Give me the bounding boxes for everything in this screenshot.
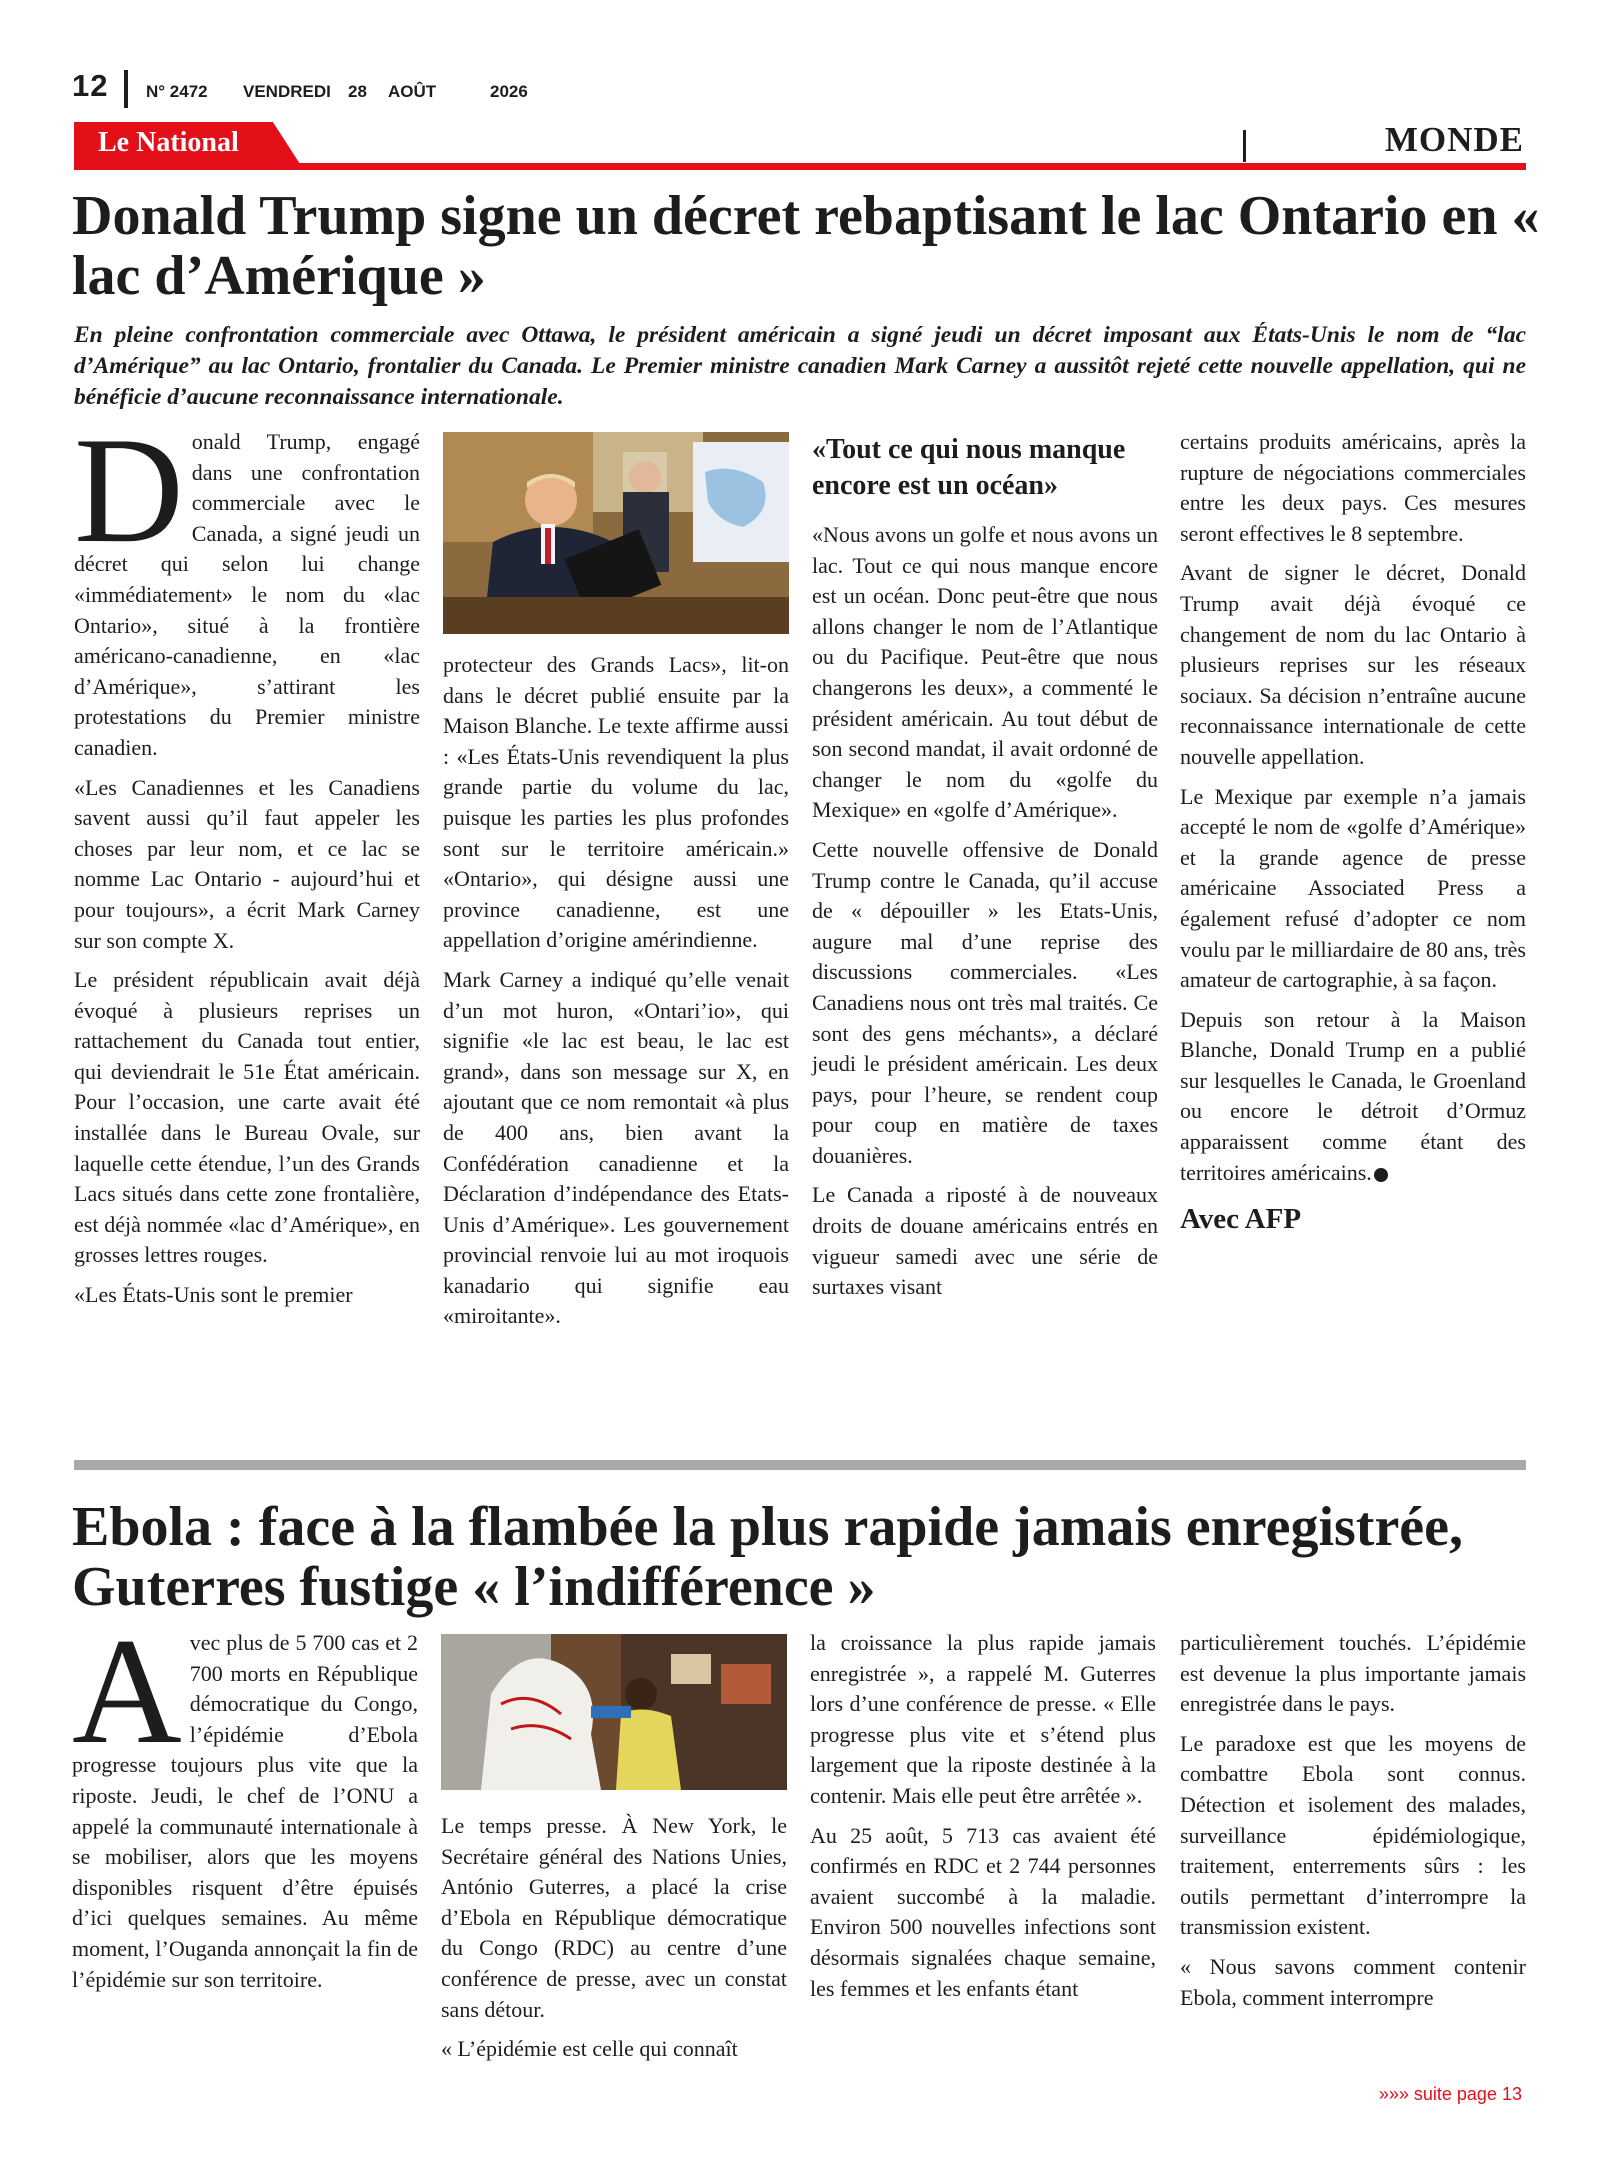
paragraph: «Les Canadiennes et les Canadiens savent aussi qu’il faut appeler les choses par leur nom, et ce lac se nomme Lac Ontario - aujourd’hui et pour toujours», a écrit Mark Carney sur son compte X.: [74, 774, 420, 953]
paragraph: la croissance la plus rapide jamais enregistrée », a rappelé M. Guterres lors d’une conférence de presse. « Elle progresse plus vite et s’étend plus largement que la riposte destinée à la contenir. Mais elle peut être arrêtée ».: [810, 1630, 1156, 1808]
article1-column-2: [443, 650, 789, 1341]
paragraph: «Les États-Unis sont le premier: [74, 1282, 353, 1308]
article1-photo: [443, 432, 789, 634]
paragraph: certains produits américains, après la rupture de négociations commerciales entre les deux pays. Ces mesures seront effectives le 8 septembre.: [1180, 429, 1526, 546]
paragraph: particulièrement touchés. L’épidémie est devenue la plus importante jamais enregistrée dans le pays.: [1180, 1630, 1526, 1717]
paragraph: vec plus de 5 700 cas et 2 700 morts en République démocratique du Congo, l’épidémie d’Ebola progresse toujours plus vite que la riposte. Jeudi, le chef de l’ONU a appelé la communauté internationale à se mobiliser, alors que les moyens disponibles risquent d’être épuisés d’ici quelques semaines. Au même moment, l’Ouganda annonçait la fin de l’épidémie sur son territoire.: [72, 1630, 418, 1992]
paragraph: Le Canada a riposté à de nouveaux droits de douane américains entrés en vigueur samedi avec une série de surtaxes visant: [812, 1182, 1158, 1300]
article1-column-4: [1180, 427, 1526, 1235]
article2-headline: Ebola : face à la flambée la plus rapide jamais enregistrée, Guterres fustige « l’indifférence »: [72, 1496, 1464, 1618]
continued-link[interactable]: [1379, 2084, 1522, 2105]
article2-column-1: [72, 1607, 418, 2004]
article1-dropcap: D: [74, 406, 184, 574]
paragraph: Le Mexique par exemple n’a jamais accepté le nom de «golfe d’Amérique» et la grande agence de presse américaine Associated Press a également refusé d’adopter ce nom voulu par le milliardaire de 80 ans, très amateur de cartographie, à sa façon.: [1180, 783, 1526, 993]
section-title: MONDE: [1384, 120, 1524, 159]
header-divider: [124, 70, 128, 108]
end-of-article-icon: [1374, 1168, 1388, 1182]
paragraph: onald Trump, engagé dans une confrontation commerciale avec le Canada, a signé jeudi un décret qui selon lui change «immédiatement» le nom du «lac Ontario», situé à la frontière américano-canadienne, en «lac d’Amérique», s’attirant les protestations du Premier ministre canadien.: [74, 429, 420, 760]
article1-column-1: [74, 406, 420, 1320]
paragraph: Avant de signer le décret, Donald Trump avait déjà évoqué ce changement de nom du lac Ontario à plusieurs reprises sur les réseaux sociaux. Sa décision n’entraîne aucune reconnaissance internationale de cette nouvelle appellation.: [1180, 560, 1526, 769]
article2-column-4: [1180, 1628, 1526, 2022]
continued-label: »»» suite page: [1378, 2084, 1497, 2104]
paragraph: Mark Carney a indiqué qu’elle venait d’un mot huron, «Ontari’io», qui signifie «le lac est beau, le lac est grand», dans son message sur X, en ajoutant que ce nom remontait «à plus de 400 ans, bien avant la Confédération canadienne et la Déclaration d’indépendance des Etats-Unis d’Amérique». Les gouvernement provincial renvoie lui au mot iroquois kanadario qui signifie eau «miroitante».: [443, 966, 789, 1329]
paragraph: Le président républicain avait déjà évoqué à plusieurs reprises un rattachement du Canada tout entier, qui deviendrait le 51e État américain. Pour l’occasion, une carte avait été installée dans le Bureau Ovale, sur laquelle cette étendue, l’un des Grands Lacs situés dans cette zone frontalière, est déjà nommée «lac d’Amérique», en grosses lettres rouges.: [74, 967, 420, 1268]
article2-column-3: [810, 1628, 1156, 2013]
article2-dropcap: A: [72, 1607, 182, 1775]
section-divider: [1243, 130, 1246, 162]
header-rule: [74, 163, 1526, 170]
paragraph: Le paradoxe est que les moyens de combattre Ebola sont connus. Détection et isolement des malades, surveillance épidémiologique, traitement, enterrements sûrs : les outils permettant d’interrompre la transmission existent.: [1180, 1730, 1526, 1940]
article2-column-2: [441, 1811, 787, 2074]
article2-photo: [441, 1634, 787, 1790]
brand-name: Le National: [98, 127, 239, 158]
article1-column-3: [812, 432, 1158, 1312]
continued-page: 13: [1501, 2084, 1522, 2104]
oval-office-photo-illustration: [443, 432, 789, 634]
issue-year: 2026: [490, 82, 528, 101]
paragraph: Depuis son retour à la Maison Blanche, Donald Trump en a publié sur lesquelles le Canada, le Groenland ou encore le détroit d’Ormuz apparaissent comme étant des territoires américains.: [1180, 1006, 1526, 1185]
paragraph: Cette nouvelle offensive de Donald Trump contre le Canada, qu’il accuse de « dépouiller » les Etats-Unis, augure mal d’une reprise des discussions commerciales. «Les Canadiens nous ont très mal traités. Ce sont des gens méchants», a déclaré jeudi le président américain. Les deux pays, pour l’heure, se rendent coup pour coup en matière de taxes douanières.: [812, 836, 1158, 1168]
article1-headline: Donald Trump signe un décret rebaptisant le lac Ontario en « lac d’Amérique »: [72, 185, 1540, 307]
paragraph: Au 25 août, 5 713 cas avaient été confirmés en RDC et 2 744 personnes avaient succombé à la maladie. Environ 500 nouvelles infections sont désormais signalées chaque semaine, les femmes et les enfants étant: [810, 1822, 1156, 2001]
issue-day: VENDREDI: [243, 82, 331, 101]
issue-month: AOÛT: [388, 82, 437, 101]
issue-date-day: 28: [348, 82, 367, 101]
paragraph: «Nous avons un golfe et nous avons un lac. Tout ce qui nous manque encore est un océan. Donc peut-être que nous allons changer le nom de l’Atlantique ou du Pacifique. Peut-être que nous changerons les deux», a commenté le président américain. Au tout début de son second mandat, il avait ordonné de changer le nom du «golfe du Mexique» en «golfe d’Amérique».: [812, 522, 1158, 823]
article1-lede: En pleine confrontation commerciale avec Ottawa, le président américain a signé jeudi un décret imposant aux États-Unis le nom de “lac d’Amérique” au lac Ontario, frontalier du Canada. Le Premier ministre canadien Mark Carney a aussitôt rejeté cette nouvelle appellation, qui ne bénéficie d’aucune reconnaissance internationale.: [74, 322, 1526, 410]
issue-number: N° 2472: [146, 82, 208, 101]
page-number: 12: [72, 68, 109, 103]
article1-signature: Avec AFP: [1180, 1203, 1302, 1236]
health-worker-photo-illustration: [441, 1634, 787, 1790]
paragraph: « L’épidémie est celle qui connaît: [441, 2036, 738, 2062]
paragraph: protecteur des Grands Lacs», lit-on dans le décret publié ensuite par la Maison Blanche. Le texte affirme aussi : «Les États-Unis revendiquent la plus grande partie du volume du lac, puisque les parties les plus profondes sont sur le territoire américain.» «Ontario», qui désigne aussi une province canadienne, est une appellation d’origine amérindienne.: [443, 652, 789, 953]
article-separator: [74, 1460, 1526, 1470]
paragraph: Le temps presse. À New York, le Secrétaire général des Nations Unies, António Guterres, a placé la crise d’Ebola en République démocratique du Congo (RDC) au centre d’une conférence de presse, avec un constat sans détour.: [441, 1813, 787, 2022]
article1-subheading: «Tout ce qui nous manque encore est un océan»: [812, 434, 1126, 501]
paragraph: « Nous savons comment contenir Ebola, comment interrompre: [1180, 1953, 1526, 2010]
